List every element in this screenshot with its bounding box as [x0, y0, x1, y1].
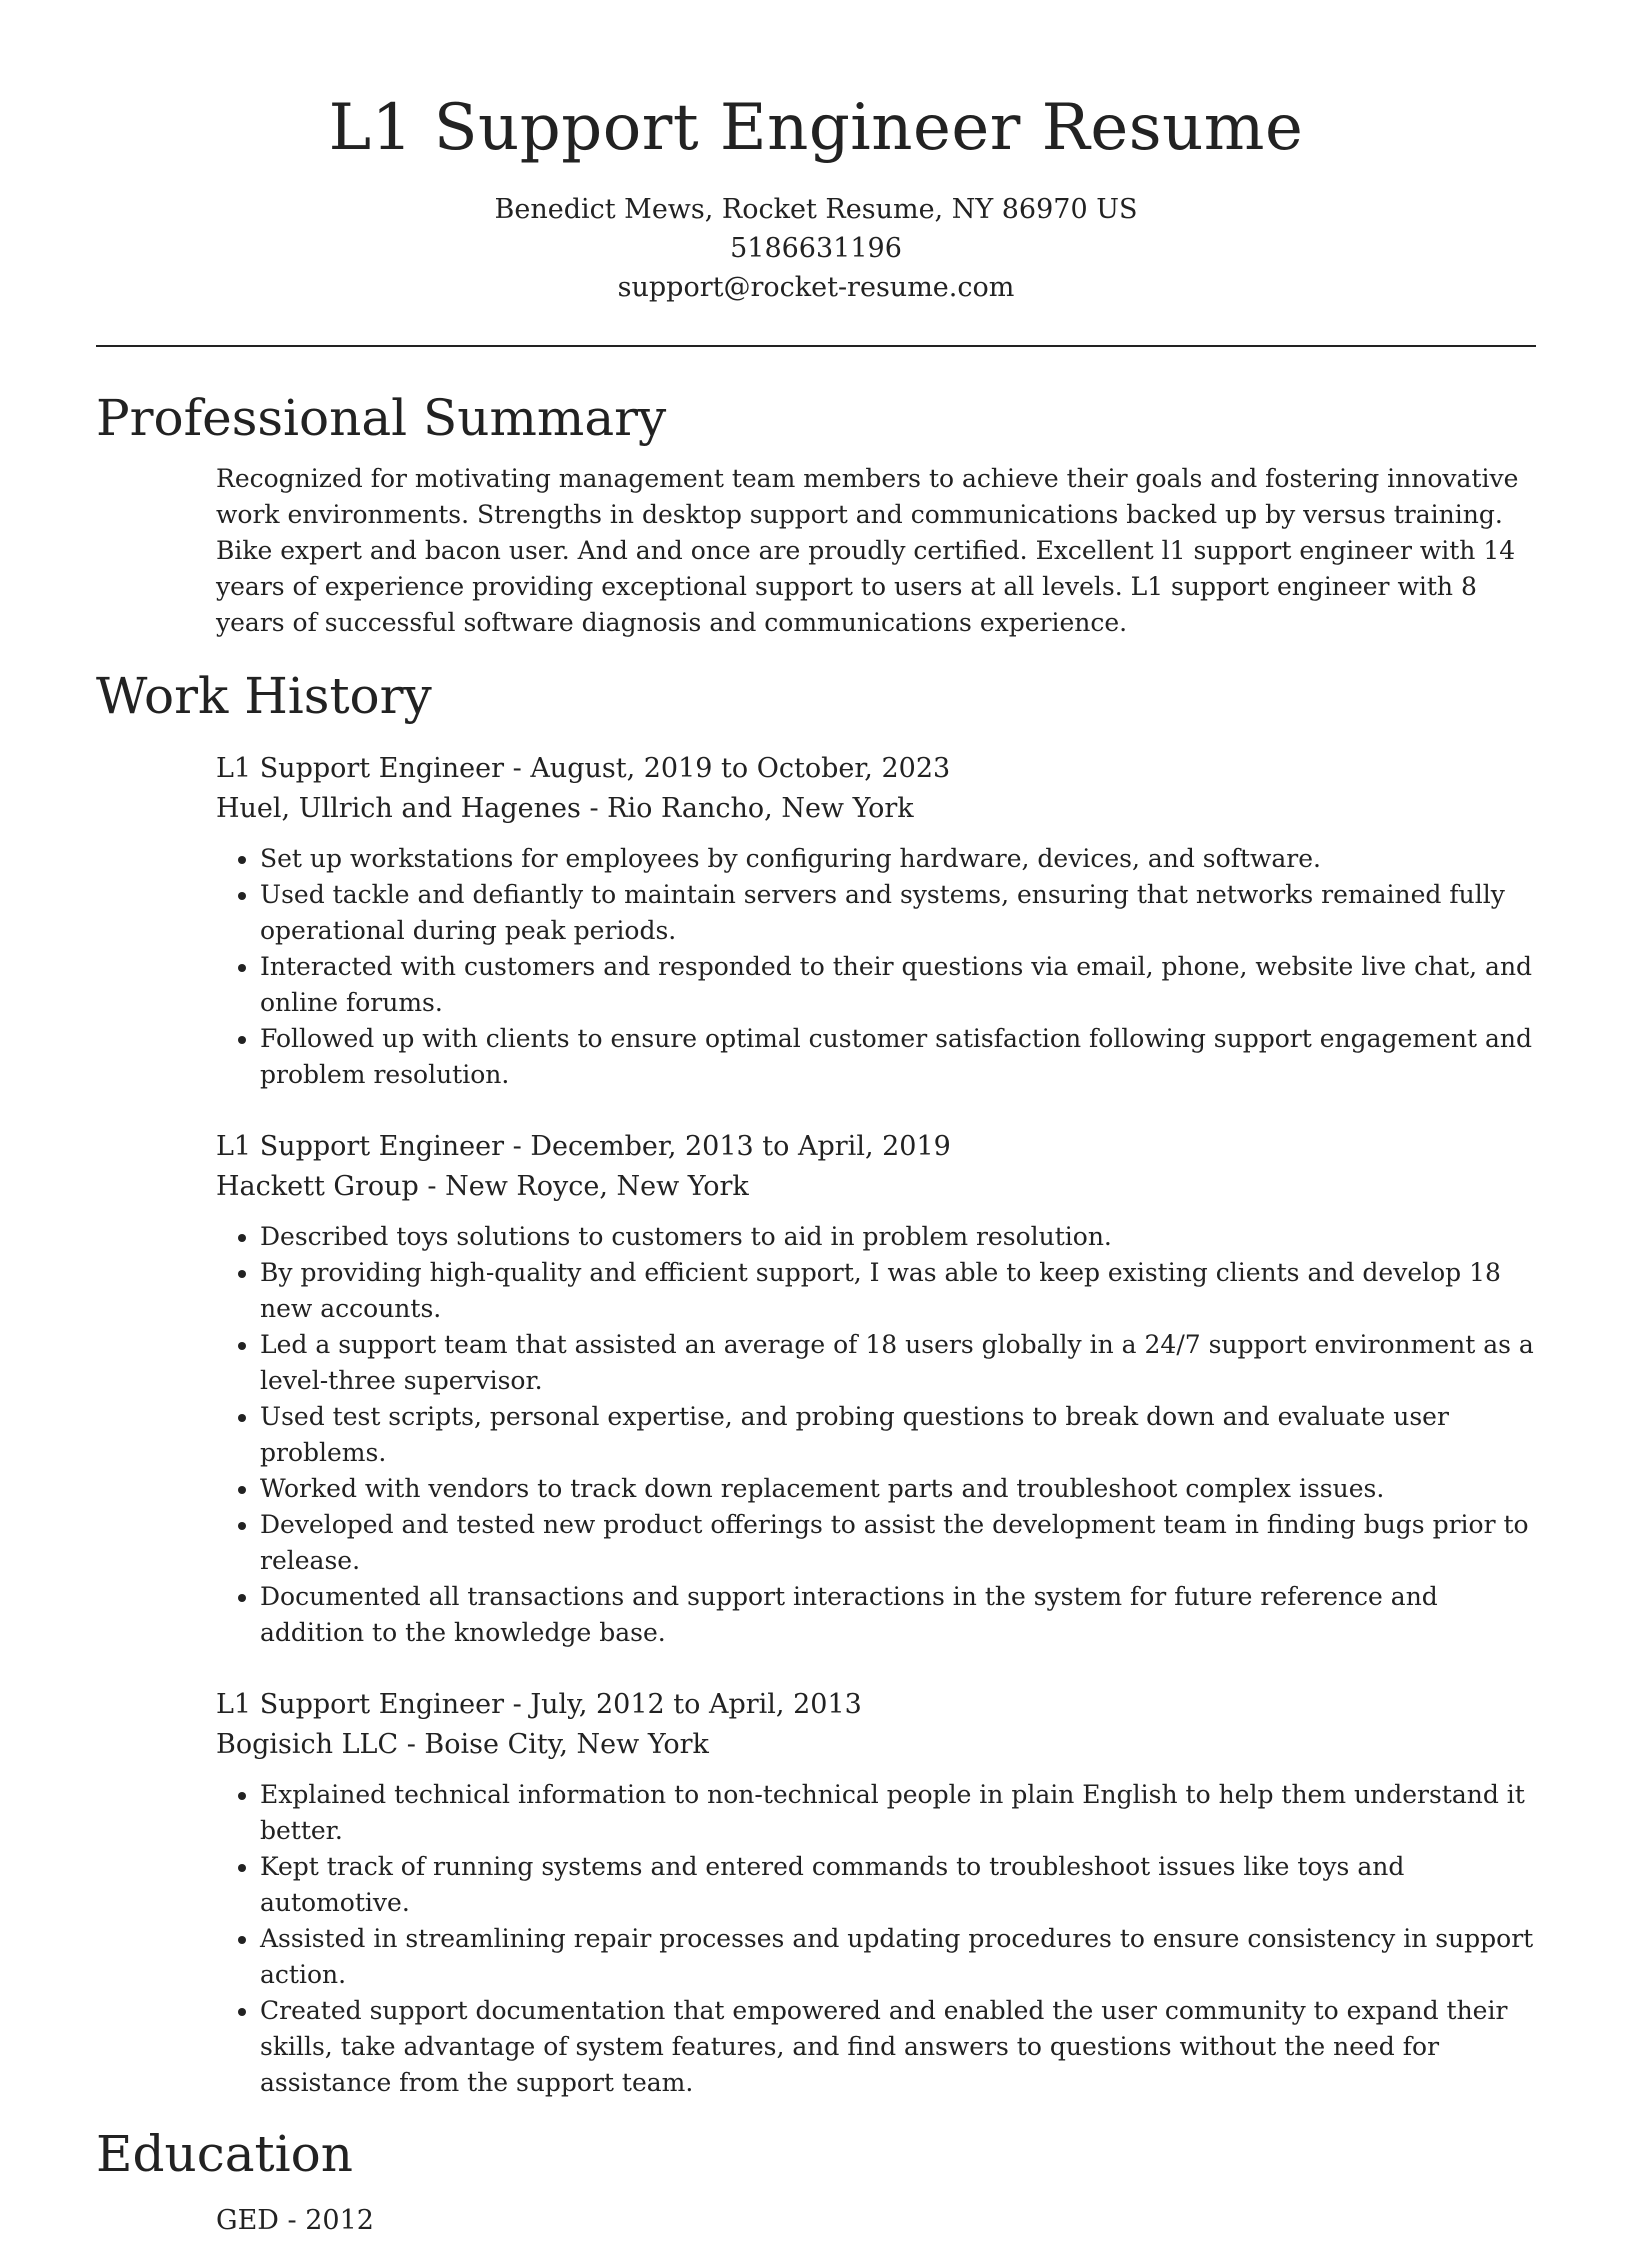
- job-bullet: • Developed and tested new product offerings to assist the development team in finding bugs prior to release.: [260, 1507, 1536, 1579]
- education-degree: GED: [216, 2205, 279, 2236]
- job-company: Huel, Ullrich and Hagenes: [216, 793, 581, 824]
- resume-title: L1 Support Engineer Resume: [328, 91, 1304, 165]
- summary-heading: Professional Summary: [96, 389, 667, 447]
- header-divider: [96, 345, 1536, 347]
- job-bullet: • Documented all transactions and support interactions in the system for future reference and addition to the knowledge base.: [260, 1579, 1536, 1651]
- summary-section: [96, 387, 1536, 641]
- job-bullet: • Followed up with clients to ensure optimal customer satisfaction following support engagement and problem resolution.: [260, 1021, 1536, 1093]
- job-location: Rio Rancho, New York: [607, 793, 914, 824]
- job-company-line: Hackett Group - New Royce, New York: [216, 1171, 749, 1202]
- job-title-line: L1 Support Engineer - August, 2019 to October, 2023: [216, 753, 951, 784]
- job-bullet: • Used tackle and defiantly to maintain servers and systems, ensuring that networks remained fully operational during peak periods.: [260, 877, 1536, 949]
- education-section: [96, 2123, 1536, 2241]
- job-bullets: [216, 1777, 1536, 2101]
- job-bullet: • Assisted in streamlining repair processes and updating procedures to ensure consistency in support action.: [260, 1921, 1536, 1993]
- education-entry: GED - 2012: [216, 2205, 374, 2236]
- job-bullets: [216, 841, 1536, 1093]
- work-history-heading: Work History: [96, 667, 432, 725]
- education-heading: Education: [96, 2125, 353, 2183]
- job-bullet: • Created support documentation that empowered and enabled the user community to expand their skills, take advantage of system features, and find answers to questions without the need for assistance from the support team.: [260, 1993, 1536, 2101]
- resume-page: [96, 0, 1536, 2241]
- job-bullet: • By providing high-quality and efficient support, I was able to keep existing clients and develop 18 new accounts.: [260, 1255, 1536, 1327]
- job-bullet: • Explained technical information to non-technical people in plain English to help them understand it better.: [260, 1777, 1536, 1849]
- job-entry: [216, 1127, 1536, 1651]
- contact-email: support@rocket-resume.com: [617, 272, 1015, 303]
- contact-block: [96, 190, 1536, 307]
- summary-text: Recognized for motivating management team members to achieve their goals and fostering innovative work environments. Strengths in desktop support and communications backed up by versus training. Bike expert and bacon user. And and once are proudly certified. Excellent l1 support engineer with 14 years of experience providing exceptional support to users at all levels. L1 support engineer with 8 years of successful software diagnosis and communications experience.: [216, 464, 1519, 637]
- work-history-section: [96, 665, 1536, 2101]
- job-company: Bogisich LLC: [216, 1729, 399, 1760]
- job-location: Boise City, New York: [424, 1729, 709, 1760]
- contact-phone: 5186631196: [730, 233, 902, 264]
- job-entry: [216, 749, 1536, 1093]
- job-bullet: • Interacted with customers and responded to their questions via email, phone, website live chat, and online forums.: [260, 949, 1536, 1021]
- job-role: L1 Support Engineer: [216, 1689, 505, 1720]
- job-company-line: Huel, Ullrich and Hagenes - Rio Rancho, New York: [216, 793, 914, 824]
- job-bullet: • Described toys solutions to customers to aid in problem resolution.: [260, 1219, 1536, 1255]
- contact-address: Benedict Mews, Rocket Resume, NY 86970 US: [494, 194, 1138, 225]
- job-bullet: • Used test scripts, personal expertise, and probing questions to break down and evaluate user problems.: [260, 1399, 1536, 1471]
- job-dates: December, 2013 to April, 2019: [530, 1131, 951, 1162]
- job-role: L1 Support Engineer: [216, 1131, 505, 1162]
- resume-header: [96, 0, 1536, 307]
- job-bullet: • Led a support team that assisted an average of 18 users globally in a 24/7 support environment as a level-three supervisor.: [260, 1327, 1536, 1399]
- job-role: L1 Support Engineer: [216, 753, 505, 784]
- job-bullet: • Set up workstations for employees by configuring hardware, devices, and software.: [260, 841, 1536, 877]
- job-bullets: [216, 1219, 1536, 1651]
- job-title-line: L1 Support Engineer - July, 2012 to April, 2013: [216, 1689, 862, 1720]
- job-company: Hackett Group: [216, 1171, 419, 1202]
- job-bullet: • Worked with vendors to track down replacement parts and troubleshoot complex issues.: [260, 1471, 1536, 1507]
- job-entry: [216, 1685, 1536, 2101]
- job-location: New Royce, New York: [445, 1171, 749, 1202]
- job-title-line: L1 Support Engineer - December, 2013 to April, 2019: [216, 1131, 951, 1162]
- job-company-line: Bogisich LLC - Boise City, New York: [216, 1729, 709, 1760]
- job-dates: August, 2019 to October, 2023: [530, 753, 951, 784]
- job-bullet: • Kept track of running systems and entered commands to troubleshoot issues like toys and automotive.: [260, 1849, 1536, 1921]
- education-year: 2012: [305, 2205, 374, 2236]
- job-dates: July, 2012 to April, 2013: [530, 1689, 862, 1720]
